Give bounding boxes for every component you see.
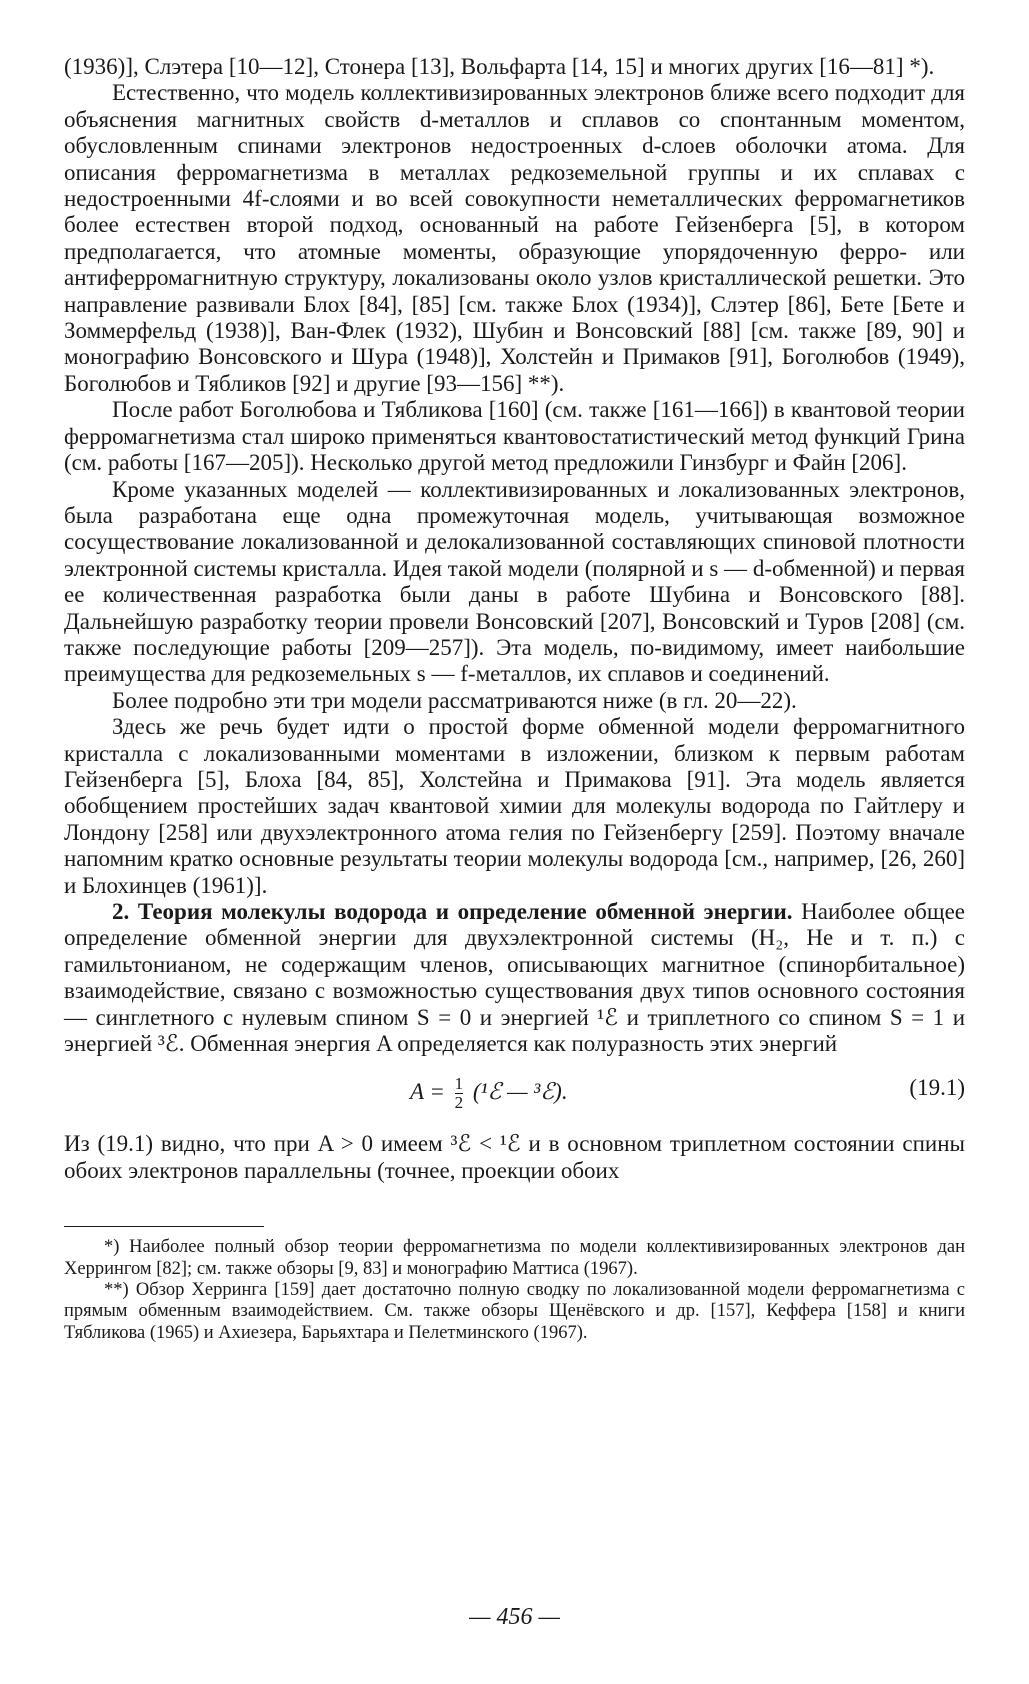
fraction-denominator: 2	[454, 1093, 464, 1113]
footnote-2: **) Обзор Херринга [159] дает достаточно полную сводку по локализованной модели ферромагнетизма с прямым обменным взаимодействием. См. также обзоры Щенёвского и др. [157], Кеффера [158] и книги Тябликова (1965) и Ахиезера, Барьяхтара и Пелетминского (1967).	[64, 1280, 965, 1343]
paragraph-green-functions: После работ Боголюбова и Тябликова [160] (см. также [161—166]) в квантовой теории ферромагнетизма стал широко применяться квантовостатистический метод функций Грина (см. работы [167—205]). Несколько другой метод предложили Гинзбург и Файн [206].	[64, 397, 965, 476]
equation-number: (19.1)	[909, 1075, 965, 1101]
footnote-1: *) Наиболее полный обзор теории ферромагнетизма по модели коллективизированных электронов дан Херрингом [82]; см. также обзоры [9, 83] и монографию Маттиса (1967).	[64, 1237, 965, 1279]
paragraph-chapters-reference: Более подробно эти три модели рассматриваются ниже (в гл. 20—22).	[112, 687, 797, 713]
equation-body	[410, 1075, 568, 1112]
paragraph-heisenberg-model: Здесь же речь будет идти о простой форме обменной модели ферромагнитного кристалла с локализованными моментами в изложении, близком к первым работам Гейзенберга [5], Блоха [84, 85], Холстейна и Примакова [91]. Эта модель является обобщением простейших задач квантовой химии для молекулы водорода по Гайтлеру и Лондону [258] или двухэлектронного атома гелия по Гейзенбергу [259]. Поэтому вначале напомним кратко основные результаты теории молекулы водорода [см., например, [26, 260] и Блохинцев (1961)].	[64, 714, 965, 898]
equation-19-1	[64, 1063, 965, 1127]
section-2-paragraph	[64, 899, 965, 1057]
equation-rhs: (¹ℰ — ³ℰ).	[472, 1079, 568, 1105]
section-heading: 2. Теория молекулы водорода и определение обменной энергии.	[112, 899, 793, 924]
fraction-numerator: 1	[454, 1074, 464, 1094]
paragraph-intermediate-model: Кроме указанных моделей — коллективизированных и локализованных электронов, была разработана еще одна промежуточная модель, учитывающая возможное сосуществование локализованной и делокализованной составляющих спиновой плотности электронной системы кристалла. Идея такой модели (полярной и s — d-обменной) и первая ее количественная разработка были даны в работе Шубина и Вонсовского [88]. Дальнейшую разработку теории провели Вонсовский [207], Вонсовский и Туров [208] (см. также последующие работы [209—257]). Эта модель, по-видимому, имеет наибольшие преимущества для редкоземельных s — f-металлов, их сплавов и соединений.	[64, 476, 965, 687]
page-number: — 456 —	[469, 1604, 560, 1630]
equation-lhs: A =	[410, 1079, 445, 1105]
section-text: Наиболее общее определение обменной энергии для двухэлектронной системы (H₂, He и т. п.) с гамильтонианом, не содержащим членов, описывающих магнитное (спинорбитальное) взаимодействие, связано с возможностью существования двух типов основного состояния — синглетного с нулевым спином S = 0 и энергией ¹ℰ и триплетного со спином S = 1 и энергией ³ℰ. Обменная энергия A определяется как полуразность этих энергий	[64, 899, 966, 1057]
footnote-divider	[64, 1226, 264, 1227]
fraction-one-half	[455, 1075, 464, 1112]
paragraph-models-comparison: Естественно, что модель коллективизированных электронов ближе всего подходит для объяснения магнитных свойств d-металлов и сплавов со спонтанным моментом, обусловленным спинами электронов недостроенных d-слоев оболочки атома. Для описания ферромагнетизма в металлах редкоземельной группы и их сплавах с недостроенными 4f-слоями и во всей совокупности неметаллических ферромагнетиков более естествен второй подход, основанный на работе Гейзенберга [5], в котором предполагается, что атомные моменты, образующие упорядоченную ферро- или антиферромагнитную структуру, локализованы около узлов кристаллической решетки. Это направление развивали Блох [84], [85] [см. также Блох (1934)], Слэтер [86], Бете [Бете и Зоммерфельд (1938)], Ван-Флек (1932), Шубин и Вонсовский [88] [см. также [89, 90] и монографию Вонсовского и Шура (1948)], Холстейн и Примаков [91], Боголюбов (1949), Боголюбов и Тябликов [92] и другие [93—156] **).	[64, 80, 965, 396]
paragraph-after-formula: Из (19.1) видно, что при A > 0 имеем ³ℰ < ¹ℰ и в основном триплетном состоянии спины обоих электронов параллельны (точнее, проекции обоих	[64, 1131, 965, 1183]
paragraph-continuation: (1936)], Слэтера [10—12], Стонера [13], Вольфарта [14, 15] и многих других [16—81] *).	[64, 54, 935, 79]
